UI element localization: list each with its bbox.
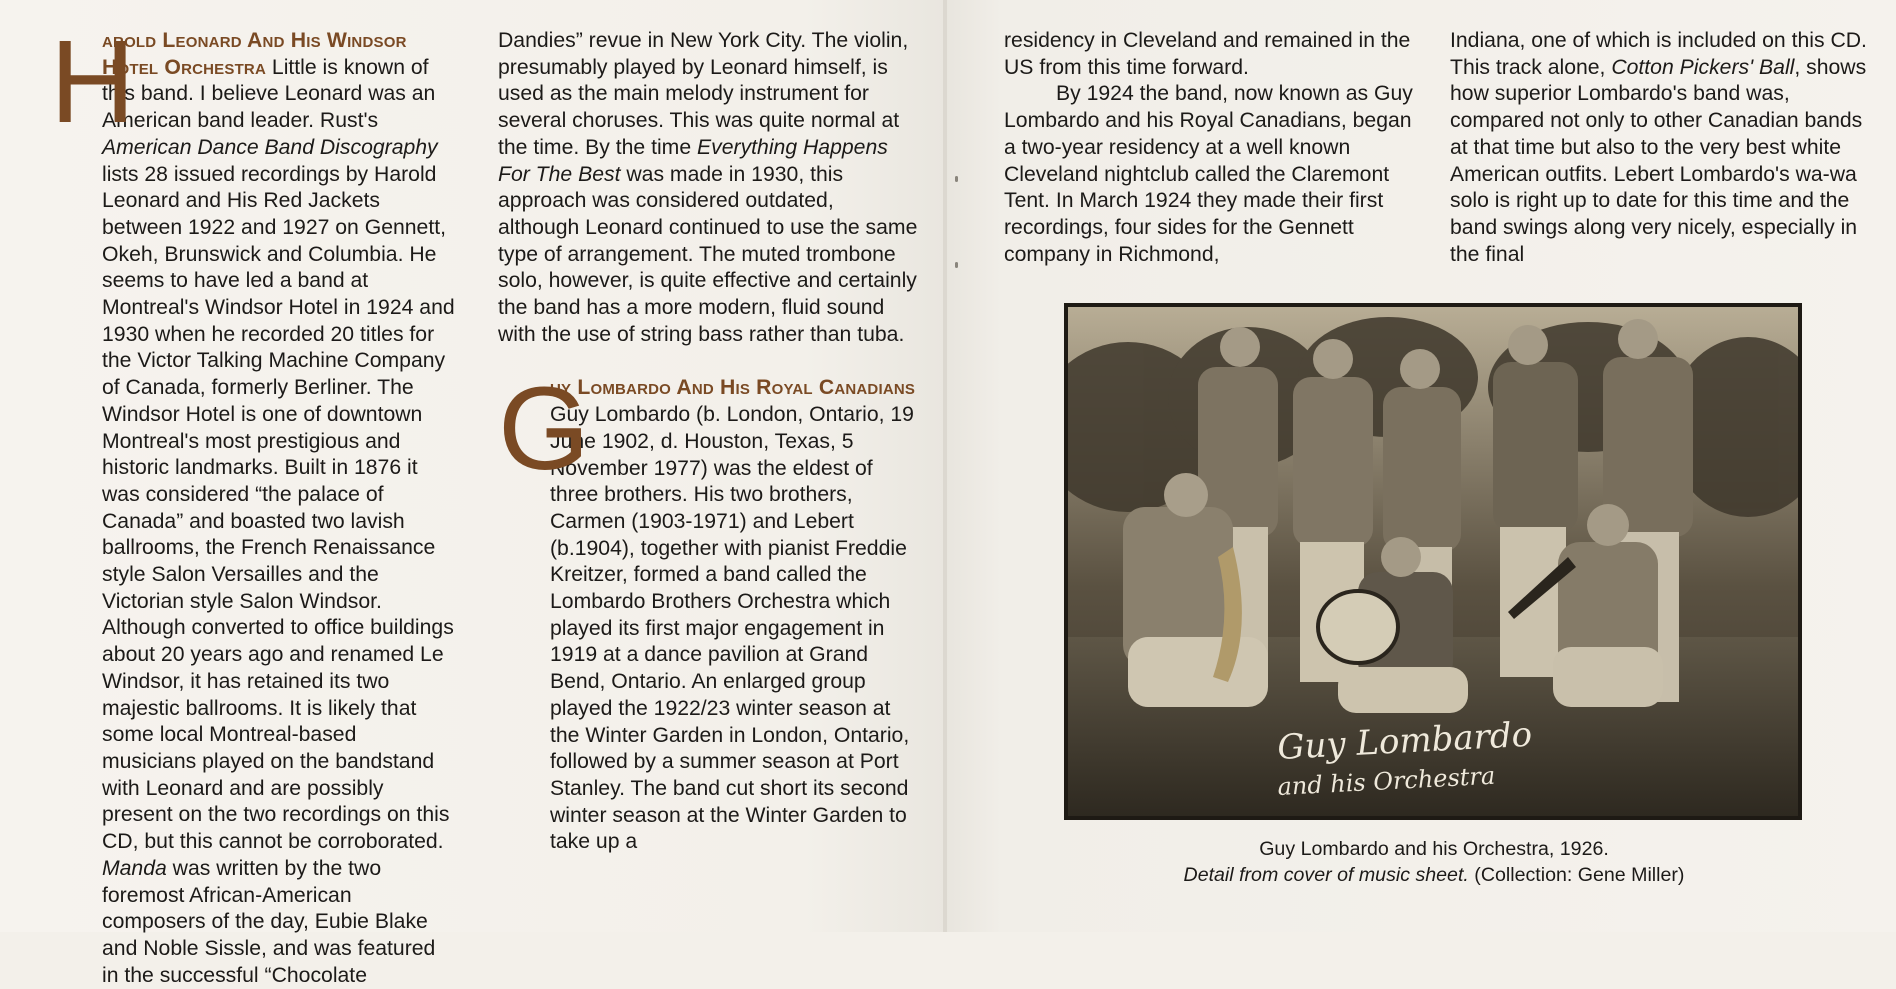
photo-image	[1068, 307, 1798, 816]
paragraph-text: Little is known of this band. I believe Leonard was an American band leader. Rust's	[102, 55, 436, 133]
caption-source: Detail from cover of music sheet.	[1183, 864, 1469, 886]
section-heading: uy Lombardo And His Royal Canadians	[550, 376, 916, 400]
paragraph-text: lists 28 issued recordings by Harold Leonard and His Red Jackets between 1922 and 1927 on Gennett, Okeh, Brunswick and Columbia. He seems to have led a band at Montreal's Windsor Hotel in 1924 and 1930 when he recorded 20 titles for the Victor Talking Machine Company of Canada, formerly Berliner. The Windsor Hotel is one of downtown Montreal's most prestigious and historic landmarks. Built in 1876 it was considered “the palace of Canada” and boasted two lavish ballrooms, the French Renaissance style Salon Versailles and the Victorian style Salon Windsor. Although converted to office buildings about 20 years ago and renamed Le Windsor, it has retained its two majestic ballrooms. It is likely that some local Montreal-based musicians played on the bandstand with Leonard and are possibly present on the two recordings on this CD, but this cannot be corroborated.	[102, 162, 455, 854]
photo-overlay-subtitle: and his Orchestra	[1276, 761, 1496, 801]
band-photograph	[1064, 303, 1802, 820]
song-title: Manda	[102, 856, 167, 880]
drop-cap-h: H	[50, 16, 136, 148]
column-1	[50, 16, 455, 989]
caption-line-2	[1066, 862, 1802, 888]
column-4	[1450, 28, 1870, 268]
paragraph-text: was made in 1930, this approach was considered outdated, although Leonard continued to use the same type of arrangement. The muted trombone solo, however, is quite effective and certainly the band has a more modern, fluid sound with the use of string bass rather than tuba.	[498, 162, 918, 346]
photo-caption	[1066, 836, 1802, 888]
paragraph: By 1924 the band, now known as Guy Lombardo and his Royal Canadians, began a two-year residency at a well known Cleveland nightclub called the Claremont Tent. In March 1924 they made their first recordings, four sides for the Gennett company in Richmond,	[1004, 82, 1413, 266]
paragraph-text: , shows how superior Lombardo's band was, compared not only to other Canadian bands at that time but also to the very best white American outfits. Lebert Lombardo's wa-wa solo is right up to date for this time and the band swings along very nicely, especially in the final	[1450, 55, 1867, 266]
staple-mark	[955, 262, 958, 268]
section-heading: arold Leonard And His Windsor Hotel Orchestra	[102, 29, 407, 79]
paragraph-text: Guy Lombardo (b. London, Ontario, 19 June 1902, d. Houston, Texas, 5 November 1977) was the eldest of three brothers. His two brothers, Carmen (1903-1971) and Lebert (b.1904), together with pianist Freddie Kreitzer, formed a band called the Lombardo Brothers Orchestra which played its first major engagement in 1919 at a dance pavilion at Grand Bend, Ontario. An enlarged group played the 1922/23 winter season at the Winter Garden in London, Ontario, followed by a summer season at Port Stanley. The band cut short its second winter season at the Winter Garden to take up a	[550, 403, 914, 854]
section-head-lombardo	[498, 363, 918, 856]
paragraph: residency in Cleveland and remained in the US from this time forward.	[1004, 29, 1411, 79]
caption-credit: (Collection: Gene Miller)	[1474, 864, 1685, 886]
column-2	[498, 28, 918, 856]
paragraph-text: Dandies” revue in New York City. The violin, presumably played by Leonard himself, is used as the main melody instrument for several choruses. This was quite normal at the time. By the time	[498, 29, 909, 159]
photo-overlay-title: Guy Lombardo	[1276, 714, 1534, 768]
paragraph	[1450, 28, 1870, 268]
drop-cap-g: G	[498, 363, 590, 496]
book-title: American Dance Band Discography	[102, 135, 438, 159]
paragraph-text: was written by the two foremost African-American composers of the day, Eubie Blake and Noble Sissle, and was featured in the successful “Chocolate	[102, 856, 436, 987]
song-title: Everything Happens For The Best	[498, 135, 888, 186]
band-members	[1123, 319, 1693, 713]
section-title-lombardo	[550, 375, 918, 856]
section-head-leonard	[50, 16, 455, 989]
paragraph-text: Indiana, one of which is included on this CD. This track alone,	[1450, 29, 1867, 79]
paragraph	[498, 28, 918, 348]
column-3	[1004, 28, 1424, 268]
song-title: Cotton Pickers' Ball	[1611, 55, 1795, 79]
section-title-leonard	[102, 28, 455, 989]
caption-line-1: Guy Lombardo and his Orchestra, 1926.	[1259, 838, 1609, 860]
staple-mark	[955, 176, 958, 182]
page-fold	[943, 0, 947, 932]
